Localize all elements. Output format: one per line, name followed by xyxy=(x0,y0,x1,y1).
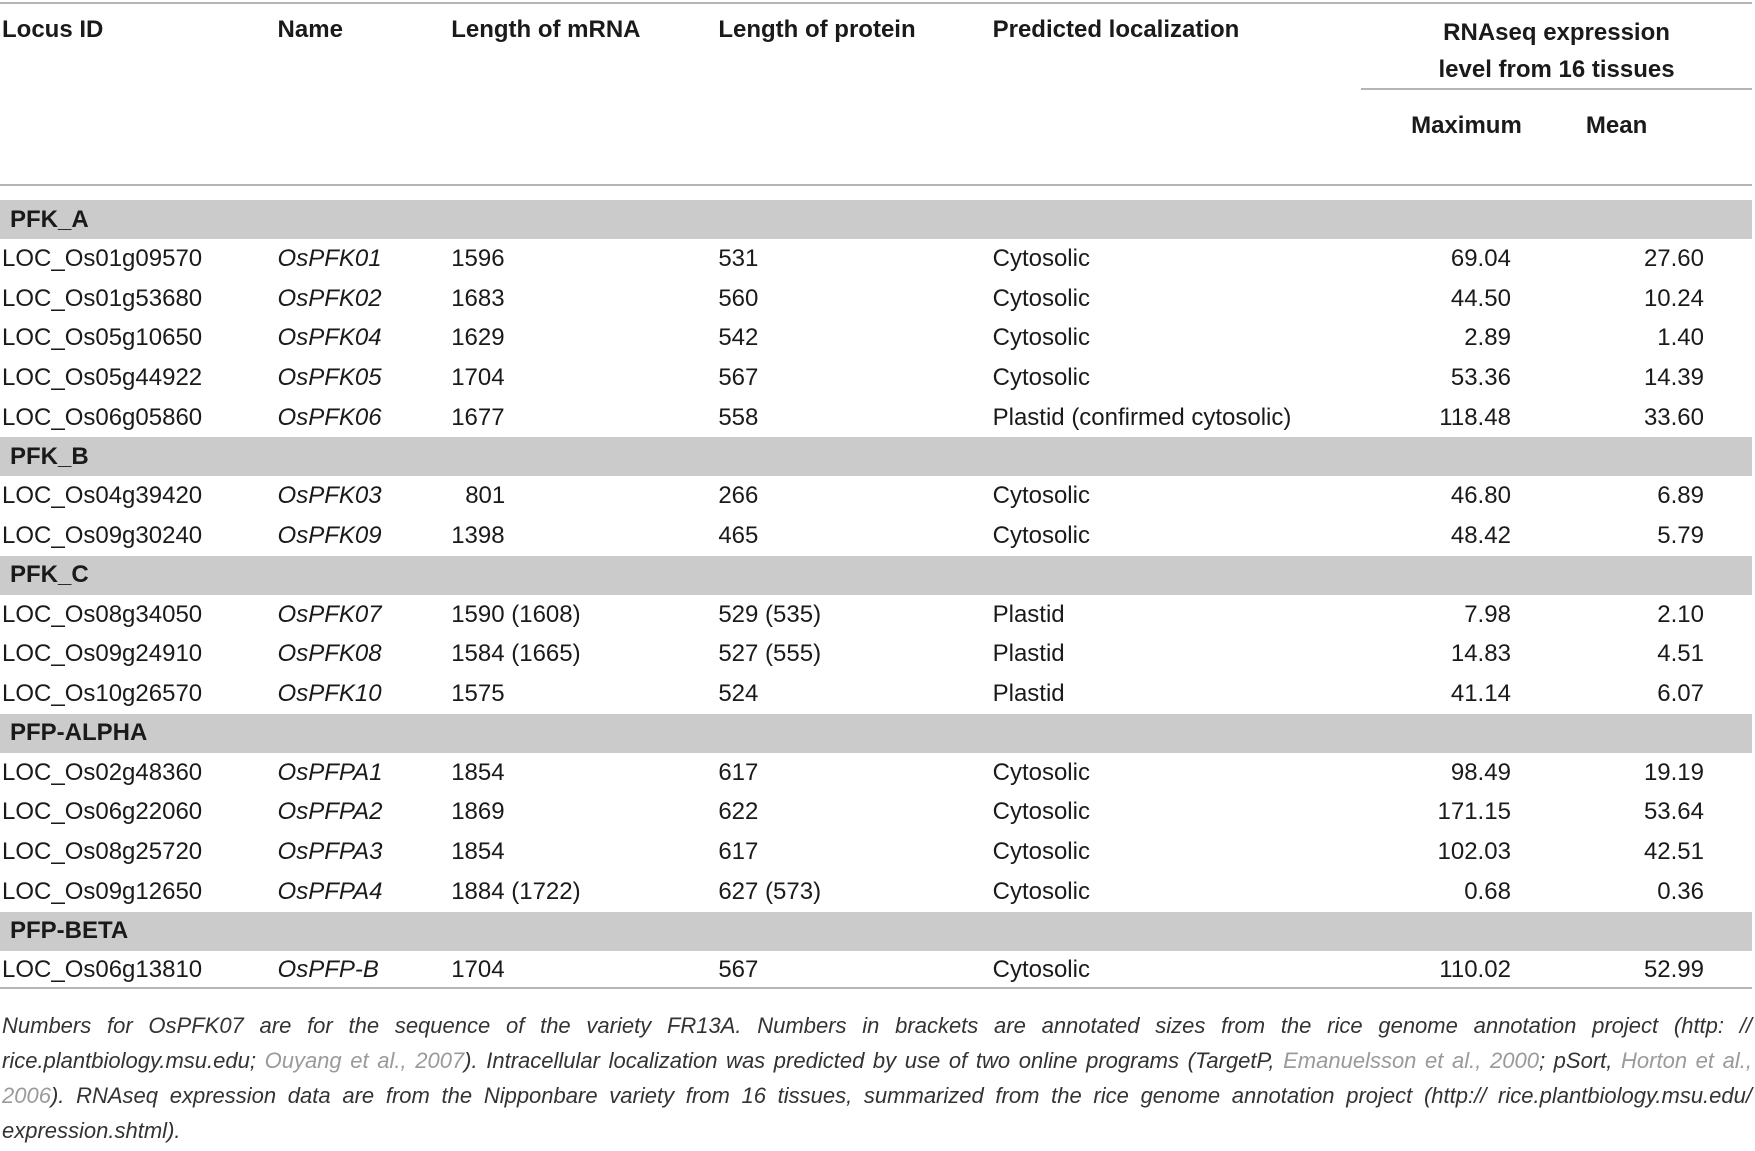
cell-mrna-length xyxy=(451,279,718,319)
header-localization: Predicted localization xyxy=(992,16,1240,43)
cell-localization xyxy=(993,476,1361,516)
cell-mean-expression xyxy=(1541,398,1752,438)
cell-protein-length xyxy=(718,358,992,398)
cell-locus-id-text: LOC_Os04g39420 xyxy=(2,482,203,510)
cell-locus-id xyxy=(0,398,278,438)
cell-mean-expression xyxy=(1541,635,1752,675)
cell-protein-length xyxy=(718,239,992,279)
cell-gene-name xyxy=(278,516,452,556)
group-title: PFP-ALPHA xyxy=(0,714,1752,753)
table-row xyxy=(0,279,1752,319)
header-rnaseq xyxy=(1361,0,1752,89)
cell-mean-expression xyxy=(1541,872,1752,912)
cell-gene-name xyxy=(278,872,452,912)
cell-localization xyxy=(993,595,1361,635)
cell-gene-name-text: OsPFK09 xyxy=(277,521,382,549)
cell-max-expression-text: 53.36 xyxy=(1450,363,1511,391)
cell-mrna-length xyxy=(451,832,718,872)
cell-protein-length-text: 617 xyxy=(718,838,759,866)
cell-mrna-length-text: 1704 xyxy=(451,363,505,391)
group-title: PFK_B xyxy=(0,437,1752,476)
cell-max-expression-text: 0.68 xyxy=(1464,877,1511,905)
cell-protein-length xyxy=(718,516,992,556)
cell-max-expression-text: 69.04 xyxy=(1450,244,1511,272)
cell-mean-expression-text: 6.89 xyxy=(1657,482,1704,510)
cell-mean-expression-text: 53.64 xyxy=(1643,798,1704,826)
header-rnaseq-line2: level from 16 tissues xyxy=(1438,56,1675,83)
cell-gene-name-text: OsPFK02 xyxy=(277,284,382,312)
cell-protein-length xyxy=(718,674,992,714)
cell-gene-name xyxy=(278,398,452,438)
cell-protein-length-text: 617 xyxy=(718,758,759,786)
cell-max-expression-text: 44.50 xyxy=(1450,284,1511,312)
cell-localization xyxy=(993,753,1361,793)
cell-mean-expression-text: 19.19 xyxy=(1643,758,1704,786)
cell-mean-expression xyxy=(1541,358,1752,398)
cell-protein-length xyxy=(718,279,992,319)
cell-mean-expression xyxy=(1541,476,1752,516)
cell-localization xyxy=(993,635,1361,675)
cell-mrna-length-text: 1683 xyxy=(451,284,505,312)
cell-mean-expression xyxy=(1541,753,1752,793)
cell-protein-length-text: 465 xyxy=(718,521,759,549)
table-row xyxy=(0,753,1752,793)
cell-max-expression xyxy=(1361,872,1541,912)
cell-locus-id-text: LOC_Os06g22060 xyxy=(2,798,203,826)
cell-max-expression xyxy=(1361,753,1541,793)
cell-max-expression-text: 171.15 xyxy=(1437,798,1511,826)
cell-protein-length-text: 527 (555) xyxy=(718,640,822,668)
caption-text-2: ). Intracellular localization was predicted by use of two online programs (TargetP, xyxy=(464,1048,1284,1073)
cell-mean-expression xyxy=(1541,832,1752,872)
cell-localization xyxy=(993,951,1361,991)
cell-localization-text: Cytosolic xyxy=(992,838,1090,866)
cell-locus-id-text: LOC_Os06g13810 xyxy=(2,956,203,984)
cell-gene-name xyxy=(278,318,452,358)
cell-locus-id xyxy=(0,358,278,398)
table-row xyxy=(0,239,1752,279)
cell-mrna-length-text: 1596 xyxy=(451,244,505,272)
cell-gene-name xyxy=(278,951,452,991)
cell-locus-id xyxy=(0,951,278,991)
cell-localization-text: Cytosolic xyxy=(992,284,1090,312)
cell-locus-id-text: LOC_Os09g30240 xyxy=(2,521,203,549)
cell-locus-id xyxy=(0,476,278,516)
cell-locus-id-text: LOC_Os01g09570 xyxy=(2,244,203,272)
cell-locus-id xyxy=(0,674,278,714)
cell-mean-expression-text: 42.51 xyxy=(1643,838,1704,866)
cell-localization-text: Cytosolic xyxy=(992,877,1090,905)
cell-mrna-length xyxy=(451,476,718,516)
cell-localization-text: Cytosolic xyxy=(992,244,1090,272)
cell-localization-text: Cytosolic xyxy=(992,363,1090,391)
cell-max-expression-text: 98.49 xyxy=(1450,758,1511,786)
cell-mean-expression-text: 33.60 xyxy=(1643,403,1704,431)
cell-max-expression-text: 46.80 xyxy=(1450,482,1511,510)
table-body xyxy=(0,200,1752,990)
cell-mrna-length-text: 1869 xyxy=(451,798,505,826)
cell-locus-id xyxy=(0,635,278,675)
cell-localization xyxy=(993,832,1361,872)
cell-mrna-length-text: 1884 (1722) xyxy=(451,877,581,905)
cell-mrna-length xyxy=(451,753,718,793)
cell-gene-name xyxy=(278,753,452,793)
header-locus: Locus ID xyxy=(2,16,104,43)
cell-gene-name-text: OsPFK08 xyxy=(277,640,382,668)
cell-protein-length-text: 622 xyxy=(718,798,759,826)
cell-max-expression xyxy=(1361,239,1541,279)
cell-max-expression xyxy=(1361,595,1541,635)
cell-locus-id-text: LOC_Os05g10650 xyxy=(2,324,203,352)
cell-mean-expression-text: 0.36 xyxy=(1657,877,1704,905)
cell-protein-length xyxy=(718,398,992,438)
cell-mrna-length-text: 1584 (1665) xyxy=(451,640,581,668)
cell-protein-length xyxy=(718,872,992,912)
cell-mrna-length-text: 1398 xyxy=(451,521,505,549)
cell-localization xyxy=(993,318,1361,358)
cell-locus-id-text: LOC_Os06g05860 xyxy=(2,403,203,431)
cell-max-expression xyxy=(1361,398,1541,438)
cell-mrna-length-text: 1629 xyxy=(451,324,505,352)
cell-gene-name-text: OsPFK04 xyxy=(277,324,382,352)
cell-gene-name-text: OsPFK05 xyxy=(277,363,382,391)
cell-mrna-length xyxy=(451,318,718,358)
cell-gene-name-text: OsPFPA2 xyxy=(277,798,383,826)
table-row xyxy=(0,318,1752,358)
cell-localization xyxy=(993,872,1361,912)
cell-protein-length-text: 542 xyxy=(718,324,759,352)
cell-localization xyxy=(993,358,1361,398)
cell-mean-expression-text: 52.99 xyxy=(1643,956,1704,984)
cell-gene-name xyxy=(278,476,452,516)
cell-max-expression xyxy=(1361,793,1541,833)
cell-localization xyxy=(993,793,1361,833)
cell-gene-name xyxy=(278,674,452,714)
cell-locus-id-text: LOC_Os09g12650 xyxy=(2,877,203,905)
cell-locus-id xyxy=(0,239,278,279)
caption-ref-horton[interactable]: Horton et al., 2006 xyxy=(2,1048,1753,1108)
cell-mean-expression xyxy=(1541,793,1752,833)
cell-max-expression xyxy=(1361,832,1541,872)
cell-localization-text: Cytosolic xyxy=(992,324,1090,352)
cell-protein-length xyxy=(718,635,992,675)
cell-gene-name-text: OsPFPA4 xyxy=(277,877,383,905)
cell-mean-expression-text: 5.79 xyxy=(1657,521,1704,549)
table-row xyxy=(0,595,1752,635)
cell-locus-id-text: LOC_Os01g53680 xyxy=(2,284,203,312)
cell-max-expression-text: 41.14 xyxy=(1450,680,1511,708)
cell-max-expression xyxy=(1361,516,1541,556)
cell-mean-expression-text: 10.24 xyxy=(1643,284,1704,312)
cell-localization xyxy=(993,516,1361,556)
cell-mean-expression xyxy=(1541,239,1752,279)
cell-protein-length xyxy=(718,476,992,516)
cell-mean-expression xyxy=(1541,951,1752,991)
cell-gene-name-text: OsPFK07 xyxy=(277,600,382,628)
cell-mrna-length xyxy=(451,358,718,398)
cell-locus-id xyxy=(0,872,278,912)
cell-locus-id-text: LOC_Os05g44922 xyxy=(2,363,203,391)
cell-gene-name xyxy=(278,595,452,635)
cell-max-expression-text: 48.42 xyxy=(1450,521,1511,549)
group-row xyxy=(0,437,1752,476)
cell-locus-id-text: LOC_Os09g24910 xyxy=(2,640,203,668)
cell-gene-name-text: OsPFP-B xyxy=(277,956,379,984)
cell-mean-expression xyxy=(1541,516,1752,556)
cell-max-expression-text: 7.98 xyxy=(1464,600,1511,628)
cell-protein-length-text: 567 xyxy=(718,956,759,984)
cell-max-expression xyxy=(1361,279,1541,319)
cell-mean-expression-text: 6.07 xyxy=(1657,680,1704,708)
cell-gene-name-text: OsPFK03 xyxy=(277,482,382,510)
cell-localization xyxy=(993,279,1361,319)
cell-protein-length-text: 531 xyxy=(718,244,759,272)
cell-locus-id-text: LOC_Os08g34050 xyxy=(2,600,203,628)
cell-localization-text: Plastid xyxy=(992,600,1065,628)
cell-protein-length-text: 529 (535) xyxy=(718,600,822,628)
cell-max-expression xyxy=(1361,951,1541,991)
cell-gene-name xyxy=(278,279,452,319)
bottom-rule xyxy=(0,987,1752,989)
cell-locus-id xyxy=(0,793,278,833)
cell-gene-name xyxy=(278,635,452,675)
caption-text-1: Numbers for OsPFK07 are for the sequence of the variety FR13A. Numbers in brackets are annotated sizes from the rice genome annotation project (http: // rice.plantbiology.msu.edu; xyxy=(2,1013,1752,1073)
cell-gene-name xyxy=(278,832,452,872)
header-mrna: Length of mRNA xyxy=(451,16,641,43)
cell-protein-length xyxy=(718,793,992,833)
cell-max-expression xyxy=(1361,358,1541,398)
cell-mean-expression xyxy=(1541,279,1752,319)
cell-max-expression xyxy=(1361,635,1541,675)
cell-gene-name xyxy=(278,793,452,833)
cell-protein-length xyxy=(718,318,992,358)
cell-max-expression xyxy=(1361,318,1541,358)
cell-protein-length-text: 560 xyxy=(718,284,759,312)
cell-max-expression-text: 118.48 xyxy=(1439,403,1511,431)
cell-mean-expression-text: 4.51 xyxy=(1657,640,1704,668)
cell-mean-expression-text: 27.60 xyxy=(1643,244,1704,272)
header-max: Maximum xyxy=(1361,89,1541,184)
cell-mrna-length-text: 1854 xyxy=(451,758,505,786)
table-row xyxy=(0,674,1752,714)
cell-mrna-length xyxy=(451,635,718,675)
cell-max-expression-text: 110.02 xyxy=(1439,956,1511,984)
cell-mrna-length xyxy=(451,239,718,279)
caption-ref-ouyang[interactable]: Ouyang et al., 2007 xyxy=(264,1048,465,1073)
cell-protein-length-text: 266 xyxy=(718,482,759,510)
cell-localization-text: Cytosolic xyxy=(992,758,1090,786)
cell-mean-expression xyxy=(1541,318,1752,358)
cell-localization-text: Plastid (confirmed cytosolic) xyxy=(992,403,1292,431)
cell-mrna-length-text: 1854 xyxy=(451,838,505,866)
cell-mrna-length xyxy=(451,793,718,833)
cell-gene-name-text: OsPFK10 xyxy=(277,680,382,708)
cell-localization-text: Cytosolic xyxy=(992,521,1090,549)
header-gap xyxy=(0,185,1752,200)
cell-localization-text: Cytosolic xyxy=(992,482,1090,510)
cell-locus-id xyxy=(0,279,278,319)
table-row xyxy=(0,793,1752,833)
cell-locus-id xyxy=(0,516,278,556)
table-row xyxy=(0,635,1752,675)
cell-locus-id-text: LOC_Os10g26570 xyxy=(2,680,203,708)
cell-localization xyxy=(993,674,1361,714)
cell-protein-length xyxy=(718,832,992,872)
cell-localization xyxy=(993,239,1361,279)
cell-protein-length xyxy=(718,753,992,793)
cell-locus-id xyxy=(0,832,278,872)
caption-ref-emanuelsson[interactable]: Emanuelsson et al., 2000 xyxy=(1283,1048,1539,1073)
group-row xyxy=(0,556,1752,595)
cell-protein-length-text: 524 xyxy=(718,680,759,708)
cell-max-expression-text: 102.03 xyxy=(1437,838,1511,866)
cell-mrna-length-text: 801 xyxy=(465,482,506,510)
cell-locus-id xyxy=(0,753,278,793)
cell-protein-length-text: 627 (573) xyxy=(718,877,822,905)
header-row xyxy=(0,0,1752,89)
header-protein: Length of protein xyxy=(718,16,916,43)
table-row xyxy=(0,476,1752,516)
group-row xyxy=(0,200,1752,239)
header-mean: Mean xyxy=(1541,89,1752,184)
table-row xyxy=(0,398,1752,438)
cell-max-expression xyxy=(1361,674,1541,714)
cell-gene-name xyxy=(278,239,452,279)
group-title: PFK_A xyxy=(0,200,1752,239)
cell-mean-expression-text: 1.40 xyxy=(1657,324,1704,352)
cell-mrna-length-text: 1575 xyxy=(451,680,505,708)
group-title: PFK_C xyxy=(0,556,1752,595)
cell-mrna-length-text: 1677 xyxy=(451,403,505,431)
header-rnaseq-line1: RNAseq expression xyxy=(1443,19,1670,46)
group-title: PFP-BETA xyxy=(0,912,1752,951)
cell-mrna-length xyxy=(451,595,718,635)
cell-mrna-length xyxy=(451,872,718,912)
cell-protein-length-text: 558 xyxy=(718,403,759,431)
cell-mrna-length-text: 1590 (1608) xyxy=(451,600,581,628)
cell-max-expression xyxy=(1361,476,1541,516)
cell-locus-id-text: LOC_Os02g48360 xyxy=(2,758,203,786)
cell-protein-length xyxy=(718,595,992,635)
table-row xyxy=(0,832,1752,872)
cell-mrna-length-text: 1704 xyxy=(451,956,505,984)
cell-localization-text: Cytosolic xyxy=(992,798,1090,826)
cell-mean-expression-text: 14.39 xyxy=(1643,363,1704,391)
cell-localization xyxy=(993,398,1361,438)
table-caption xyxy=(2,1008,1752,1148)
cell-gene-name xyxy=(278,358,452,398)
cell-max-expression-text: 14.83 xyxy=(1450,640,1511,668)
cell-gene-name-text: OsPFK06 xyxy=(277,403,382,431)
cell-locus-id-text: LOC_Os08g25720 xyxy=(2,838,203,866)
cell-localization-text: Plastid xyxy=(992,640,1065,668)
cell-mean-expression-text: 2.10 xyxy=(1657,600,1704,628)
group-row xyxy=(0,714,1752,753)
table-row xyxy=(0,516,1752,556)
cell-protein-length-text: 567 xyxy=(718,363,759,391)
cell-mrna-length xyxy=(451,951,718,991)
cell-mean-expression xyxy=(1541,674,1752,714)
cell-gene-name-text: OsPFPA1 xyxy=(277,758,383,786)
cell-mrna-length xyxy=(451,674,718,714)
cell-max-expression-text: 2.89 xyxy=(1464,324,1511,352)
cell-localization-text: Plastid xyxy=(992,680,1065,708)
cell-protein-length xyxy=(718,951,992,991)
cell-gene-name-text: OsPFK01 xyxy=(277,244,382,272)
cell-gene-name-text: OsPFPA3 xyxy=(277,838,383,866)
cell-localization-text: Cytosolic xyxy=(992,956,1090,984)
cell-mrna-length xyxy=(451,398,718,438)
cell-locus-id xyxy=(0,318,278,358)
caption-text-4: ). RNAseq expression data are from the Nipponbare variety from 16 tissues, summarized from the rice genome annotation project (http:// rice.plantbiology.msu.edu/ expression.shtml). xyxy=(2,1083,1752,1143)
cell-locus-id xyxy=(0,595,278,635)
header-name: Name xyxy=(277,16,343,43)
caption-text-3: ; pSort, xyxy=(1538,1048,1622,1073)
group-row xyxy=(0,912,1752,951)
cell-mrna-length xyxy=(451,516,718,556)
table-row xyxy=(0,358,1752,398)
table-row xyxy=(0,872,1752,912)
table-row xyxy=(0,951,1752,991)
cell-mean-expression xyxy=(1541,595,1752,635)
